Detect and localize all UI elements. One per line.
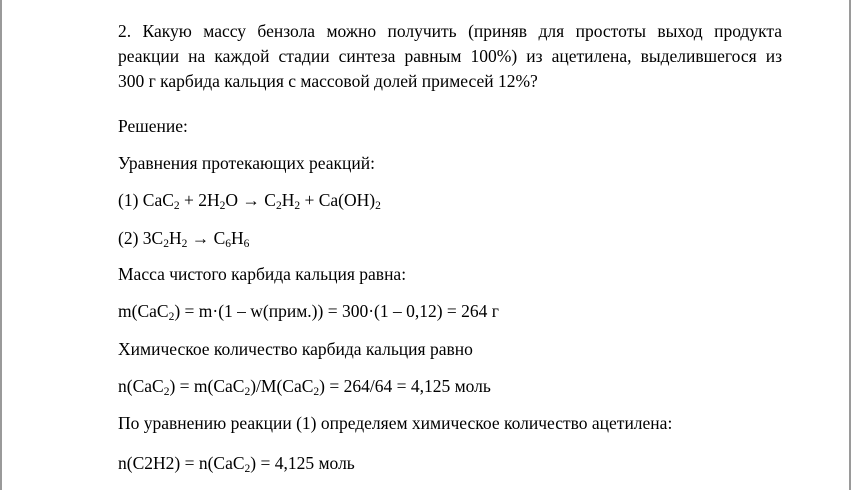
subscript: 6 [243,238,250,250]
problem-line: 2. Какую массу бензола можно получить (приняв для простоты выход продукта [118,21,782,41]
problem-line: реакции на каждой стадии синтеза равным 100%) из ацетилена, выделившегося из [118,46,782,66]
formula-part: ) = 264/64 = 4,125 моль [319,376,491,396]
subscript: 6 [225,238,232,250]
reaction-1-part: O → C [225,190,276,210]
reaction-1-part: (1) CaC [118,190,174,210]
formula-part: )/M(CaC [250,376,314,396]
solution-label: Решение: [118,116,188,136]
subscript: 2 [375,200,381,212]
amount-label: Химическое количество карбида кальция равно [118,339,473,359]
acetylene-label: По уравнению реакции (1) определяем химическое количество ацетилена: [118,413,673,433]
subscript: 2 [313,386,320,398]
reaction-2-part: → C [187,228,226,248]
formula-part: ) = m·(1 – w(прим.)) = 300·(1 – 0,12) = 264 г [174,301,499,321]
subscript: 2 [173,200,180,212]
reaction-2 [118,227,249,249]
acetylene-formula [118,452,355,474]
reaction-1-part: H [281,190,295,210]
problem-statement [118,19,782,94]
formula-part: m(CaC [118,301,169,321]
reaction-2-part: H [168,228,182,248]
subscript: 2 [294,200,301,212]
reaction-2-part: (2) 3C [118,228,164,248]
subscript: 2 [244,463,251,475]
reaction-1 [118,189,381,211]
pure-mass-label: Масса чистого карбида кальция равна: [118,264,407,284]
reaction-1-part: + 2H [179,190,220,210]
subscript: 2 [181,238,188,250]
subscript: 2 [244,386,251,398]
formula-part: ) = m(CaC [169,376,245,396]
formula-part: n(CaC [118,376,164,396]
problem-line: 300 г карбида кальция с массовой долей примесей 12%? [118,71,538,91]
subscript: 2 [275,200,282,212]
pure-mass-formula [118,300,499,322]
subscript: 2 [219,200,226,212]
formula-part: n(C2H2) = n(CaC [118,453,245,473]
amount-formula [118,375,491,397]
subscript: 2 [168,311,175,323]
reaction-1-part: + Ca(OH) [300,190,376,210]
subscript: 2 [163,386,170,398]
equations-label: Уравнения протекающих реакций: [118,153,375,173]
formula-part: ) = 4,125 моль [250,453,355,473]
subscript: 2 [163,238,169,250]
reaction-2-part: H [231,228,244,248]
